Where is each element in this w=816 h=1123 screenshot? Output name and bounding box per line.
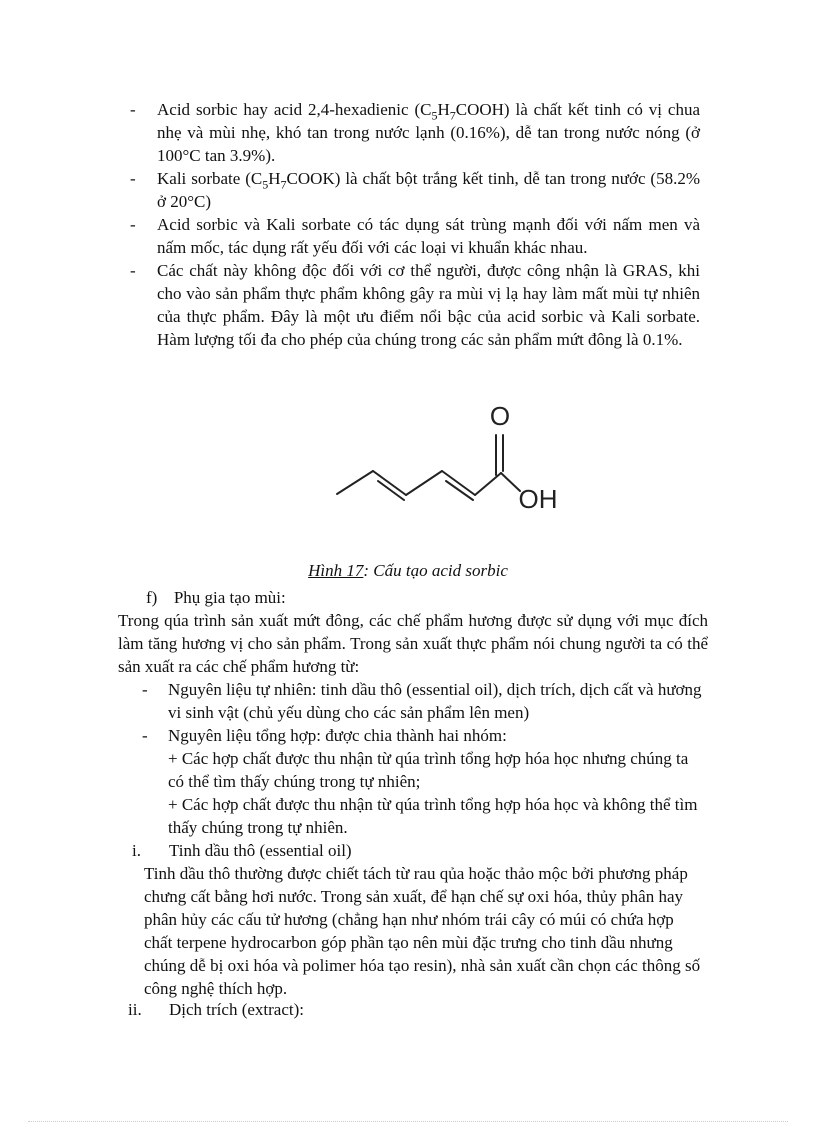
section-f-intro: Trong qúa trình sản xuất mứt đông, các chế phẩm hương được sử dụng với mục đích làm tăng hương vị cho sản phẩm. Trong sản xuất thực phẩm nói chung người ta có thể sản xuất ra các chế phẩm hương từ: — [118, 611, 708, 676]
bullet-text — [157, 100, 700, 165]
section-i-marker: i. — [132, 841, 141, 860]
bullet-text-run: Acid sorbic hay acid 2,4-hexadienic (C — [157, 100, 432, 119]
bond-c6-oh — [501, 473, 520, 491]
section-i-title-wrap — [169, 839, 352, 862]
section-f-marker: f) — [146, 588, 158, 607]
bond-c1-c2 — [337, 471, 373, 494]
oxygen-atom-label: O — [489, 401, 511, 431]
section-f-item — [142, 678, 702, 724]
section-ii-title-wrap — [169, 998, 304, 1021]
section-f-list — [142, 678, 702, 839]
formula-subscript: 7 — [280, 177, 287, 192]
bond-c4-c5 — [442, 471, 475, 495]
section-f-item-text: Nguyên liệu tự nhiên: tinh dầu thô (essential oil), dịch trích, dịch cất và hương vi sinh vật (chủ yếu dùng cho các sản phẩm lên men) — [168, 680, 702, 722]
bullet-text-run: Kali sorbate (C — [157, 169, 263, 188]
section-f-subitem: + Các hợp chất được thu nhận từ qúa trình tổng hợp hóa học và không thể tìm thấy chúng trong tự nhiên. — [168, 795, 698, 837]
section-f-subitem: + Các hợp chất được thu nhận từ qúa trình tổng hợp hóa học nhưng chúng ta có thể tìm thấy chúng trong tự nhiên; — [168, 749, 689, 791]
sorbic-bullet-item — [130, 167, 700, 213]
section-ii-heading — [128, 998, 142, 1021]
section-ii-marker: ii. — [128, 1000, 142, 1019]
bullet-dash: - — [142, 726, 148, 745]
formula-subscript: 5 — [431, 108, 438, 123]
section-f-heading — [146, 586, 286, 609]
section-i-title: Tinh dầu thô (essential oil) — [169, 841, 352, 860]
bullet-text-run: H — [268, 169, 281, 188]
page-bottom-divider — [28, 1121, 788, 1122]
bullet-dash: - — [130, 169, 136, 188]
bullet-text — [157, 261, 700, 349]
bullet-text — [157, 215, 700, 257]
bullet-text-run: Các chất này không độc đối với cơ thể người, được công nhận là GRAS, khi cho vào sản phẩm thực phẩm không gây ra mùi vị lạ hay làm mất mùi tự nhiên của thực phẩm. Đây là một ưu điểm nổi bậc của acid sorbic và Kali sorbate. Hàm lượng tối đa cho phép của chúng trong các sản phẩm mứt đông là 0.1%. — [157, 261, 700, 349]
bullet-text-run: COOK) là chất bột trắng kết tinh, dễ tan trong nước (58.2% ở 20°C) — [157, 169, 701, 211]
sorbic-acid-structure-figure — [320, 395, 570, 525]
bullet-text-run: Acid sorbic và Kali sorbate có tác dụng sát trùng mạnh đối với nấm men và nấm mốc, tác dụng rất yếu đối với các loại vi khuẩn khác nhau. — [157, 215, 700, 257]
sorbic-bullet-item — [130, 98, 700, 167]
figure-caption — [0, 559, 816, 582]
section-f-title: Phụ gia tạo mùi: — [173, 588, 286, 607]
bond-c3-c4 — [406, 471, 442, 495]
formula-subscript: 7 — [449, 108, 456, 123]
bullet-text — [157, 169, 700, 211]
figure-caption-label: Hình 17 — [308, 561, 364, 580]
bond-c5-c6 — [475, 473, 501, 495]
sorbic-bullet-item — [130, 213, 700, 259]
section-f-item — [142, 724, 702, 839]
bullet-text-run: COOH) là chất kết tinh có vị chua nhẹ và mùi nhẹ, khó tan trong nước lạnh (0.16%), dễ tan trong nước nóng (ở 100°C tan 3.9%). — [157, 100, 700, 165]
bullet-dash: - — [130, 100, 136, 119]
section-f-item-text: Nguyên liệu tổng hợp: được chia thành hai nhóm: — [168, 726, 507, 745]
figure-caption-text: : Cấu tạo acid sorbic — [363, 561, 508, 580]
section-i-body: Tinh dầu thô thường được chiết tách từ rau qủa hoặc thảo mộc bởi phương pháp chưng cất bằng hơi nước. Trong sản xuất, để hạn chế sự oxi hóa, thủy phân hay phân hủy các cấu tử hương (chẳng hạn như nhóm trái cây có múi có chứa hợp chất terpene hydrocarbon góp phần tạo nên mùi đặc trưng cho tinh dầu nhưng chúng dễ bị oxi hóa và polimer hóa tạo resin), nhà sản xuất cần chọn các thông số công nghệ thích hợp. — [144, 864, 701, 998]
hydroxyl-label: OH — [518, 484, 558, 514]
bullet-text-run: H — [437, 100, 450, 119]
bond-c2-c3 — [373, 471, 406, 495]
section-ii-title: Dịch trích (extract): — [169, 1000, 304, 1019]
sorbic-acid-structure-diagram — [320, 395, 570, 525]
formula-subscript: 5 — [262, 177, 269, 192]
sorbic-bullet-list — [130, 98, 700, 351]
sorbic-bullet-item — [130, 259, 700, 351]
bullet-dash: - — [130, 215, 136, 234]
bullet-dash: - — [142, 680, 148, 699]
bullet-dash: - — [130, 261, 136, 280]
section-i-heading — [132, 839, 141, 862]
